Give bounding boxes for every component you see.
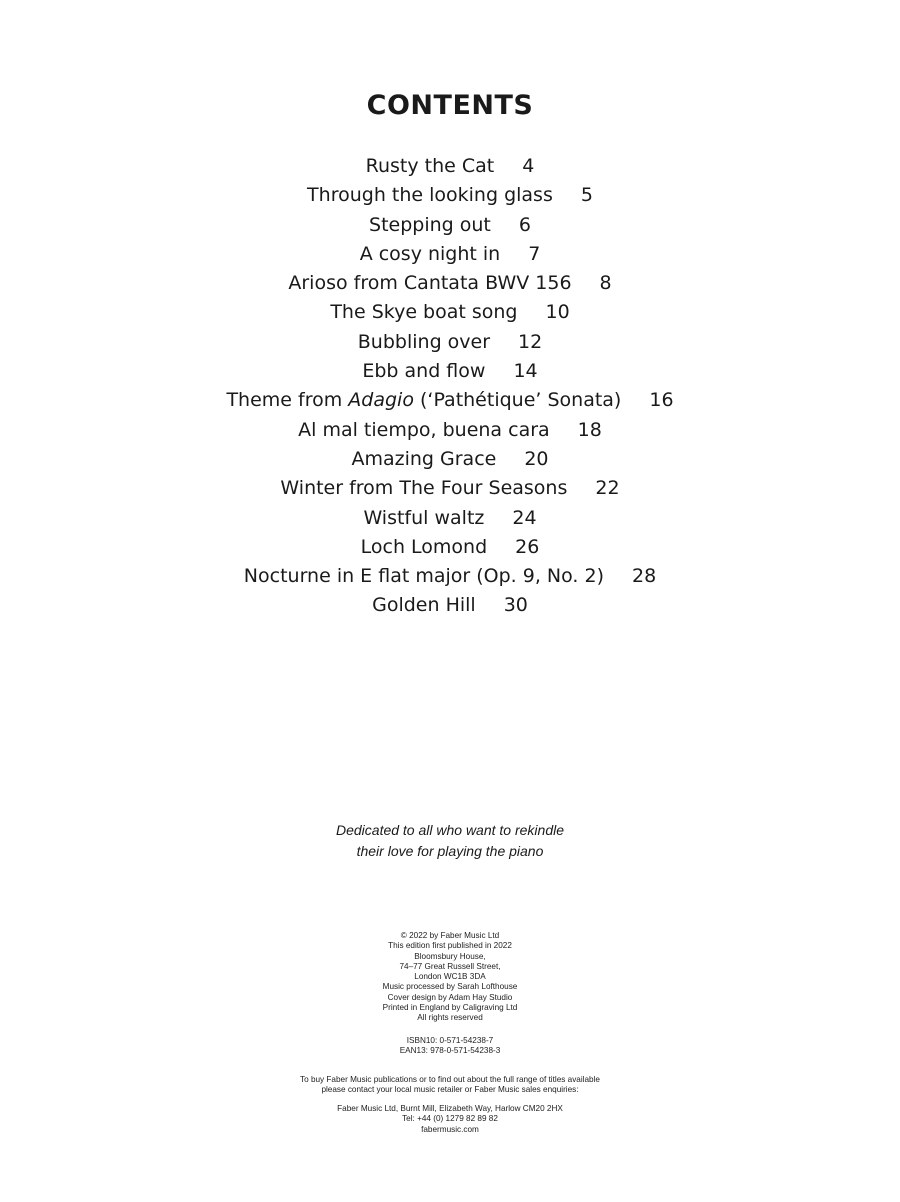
toc-title: Rusty the Cat bbox=[365, 155, 495, 177]
toc-title-prefix: Theme from bbox=[226, 389, 349, 412]
credit-line: © 2022 by Faber Music Ltd bbox=[400, 931, 500, 940]
toc-title: Loch Lomond bbox=[360, 535, 488, 558]
purchase-info bbox=[0, 1075, 900, 1096]
dedication bbox=[0, 820, 900, 862]
credit-line: Music processed by Sarah Lofthouse bbox=[382, 982, 518, 992]
toc-entry[interactable] bbox=[0, 474, 900, 503]
isbn-line: ISBN10: 0-571-54238-7 bbox=[406, 1036, 494, 1045]
toc-title: A cosy night in bbox=[359, 242, 501, 265]
toc-page-number: 22 bbox=[595, 477, 620, 500]
toc-title: Wistful waltz bbox=[363, 506, 485, 529]
toc-page-number: 16 bbox=[649, 389, 674, 412]
contents-heading: CONTENTS bbox=[366, 90, 534, 121]
credit-line: All rights reserved bbox=[417, 1013, 483, 1023]
toc-page-number: 6 bbox=[518, 213, 531, 236]
toc-page-number: 10 bbox=[545, 301, 570, 324]
purchase-line: please contact your local music retailer or Faber Music sales enquiries: bbox=[321, 1085, 579, 1095]
toc-title: The Skye boat song bbox=[330, 301, 518, 324]
toc-title: Winter from The Four Seasons bbox=[280, 477, 568, 500]
toc-page-number: 12 bbox=[518, 330, 543, 353]
toc-page-number: 4 bbox=[522, 155, 535, 177]
toc-entry[interactable] bbox=[0, 240, 900, 269]
toc-page-number: 30 bbox=[503, 594, 528, 617]
credit-line: London WC1B 3DA bbox=[414, 972, 486, 982]
credit-line: Cover design by Adam Hay Studio bbox=[387, 992, 513, 1002]
toc-entry[interactable] bbox=[0, 504, 900, 533]
credit-line: This edition first published in 2022 bbox=[388, 941, 512, 951]
toc-title: Arioso from Cantata BWV 156 bbox=[288, 272, 572, 295]
address-line: Faber Music Ltd, Burnt Mill, Elizabeth Way, Harlow CM20 2HX bbox=[337, 1104, 563, 1113]
toc-page-number: 8 bbox=[599, 272, 612, 295]
toc-entry[interactable] bbox=[0, 445, 900, 474]
toc-page-number: 28 bbox=[632, 565, 657, 588]
dedication-line: Dedicated to all who want to rekindle bbox=[335, 822, 565, 838]
toc-page-number: 18 bbox=[577, 418, 602, 441]
credit-line: Bloomsbury House, bbox=[414, 951, 486, 961]
toc-entry[interactable] bbox=[0, 357, 900, 386]
dedication-line: their love for playing the piano bbox=[356, 843, 544, 859]
toc-entry[interactable] bbox=[0, 211, 900, 240]
toc-title: Al mal tiempo, buena cara bbox=[298, 418, 550, 441]
toc-title: Amazing Grace bbox=[351, 447, 497, 470]
toc-entry[interactable] bbox=[0, 328, 900, 357]
copyright-credits bbox=[0, 931, 900, 1024]
toc-page-number: 14 bbox=[513, 360, 538, 383]
toc-page-number: 7 bbox=[528, 242, 541, 265]
toc-title: Bubbling over bbox=[357, 330, 491, 353]
credit-line: 74–77 Great Russell Street, bbox=[399, 961, 501, 971]
publisher-address bbox=[0, 1104, 900, 1135]
toc-entry[interactable] bbox=[0, 181, 900, 210]
credit-line: Printed in England by Caligraving Ltd bbox=[382, 1003, 518, 1013]
isbn-block bbox=[0, 1036, 900, 1057]
toc-title-suffix: (‘Pathétique’ Sonata) bbox=[413, 389, 622, 412]
toc-entry[interactable] bbox=[0, 152, 900, 181]
purchase-line: To buy Faber Music publications or to find out about the full range of titles available bbox=[300, 1075, 600, 1084]
toc-title-italic: Adagio bbox=[348, 389, 414, 412]
toc-title: Through the looking glass bbox=[307, 184, 553, 207]
toc-page-number: 5 bbox=[580, 184, 593, 207]
toc-entry[interactable] bbox=[0, 416, 900, 445]
toc-entry[interactable] bbox=[0, 591, 900, 620]
phone-line: Tel: +44 (0) 1279 82 89 82 bbox=[402, 1114, 498, 1124]
contents-list bbox=[0, 152, 900, 621]
toc-entry[interactable] bbox=[0, 562, 900, 591]
toc-entry[interactable] bbox=[0, 386, 900, 415]
website-link[interactable]: fabermusic.com bbox=[421, 1124, 479, 1134]
toc-entry[interactable] bbox=[0, 298, 900, 327]
toc-entry[interactable] bbox=[0, 533, 900, 562]
toc-title: Ebb and flow bbox=[362, 360, 486, 383]
toc-title: Golden Hill bbox=[372, 594, 476, 617]
toc-page-number: 24 bbox=[512, 506, 537, 529]
toc-page-number: 26 bbox=[515, 535, 540, 558]
toc-entry[interactable] bbox=[0, 269, 900, 298]
toc-page-number: 20 bbox=[524, 447, 549, 470]
isbn-line: EAN13: 978-0-571-54238-3 bbox=[399, 1046, 501, 1056]
toc-title: Stepping out bbox=[369, 213, 491, 236]
toc-title: Nocturne in E flat major (Op. 9, No. 2) bbox=[243, 565, 604, 588]
